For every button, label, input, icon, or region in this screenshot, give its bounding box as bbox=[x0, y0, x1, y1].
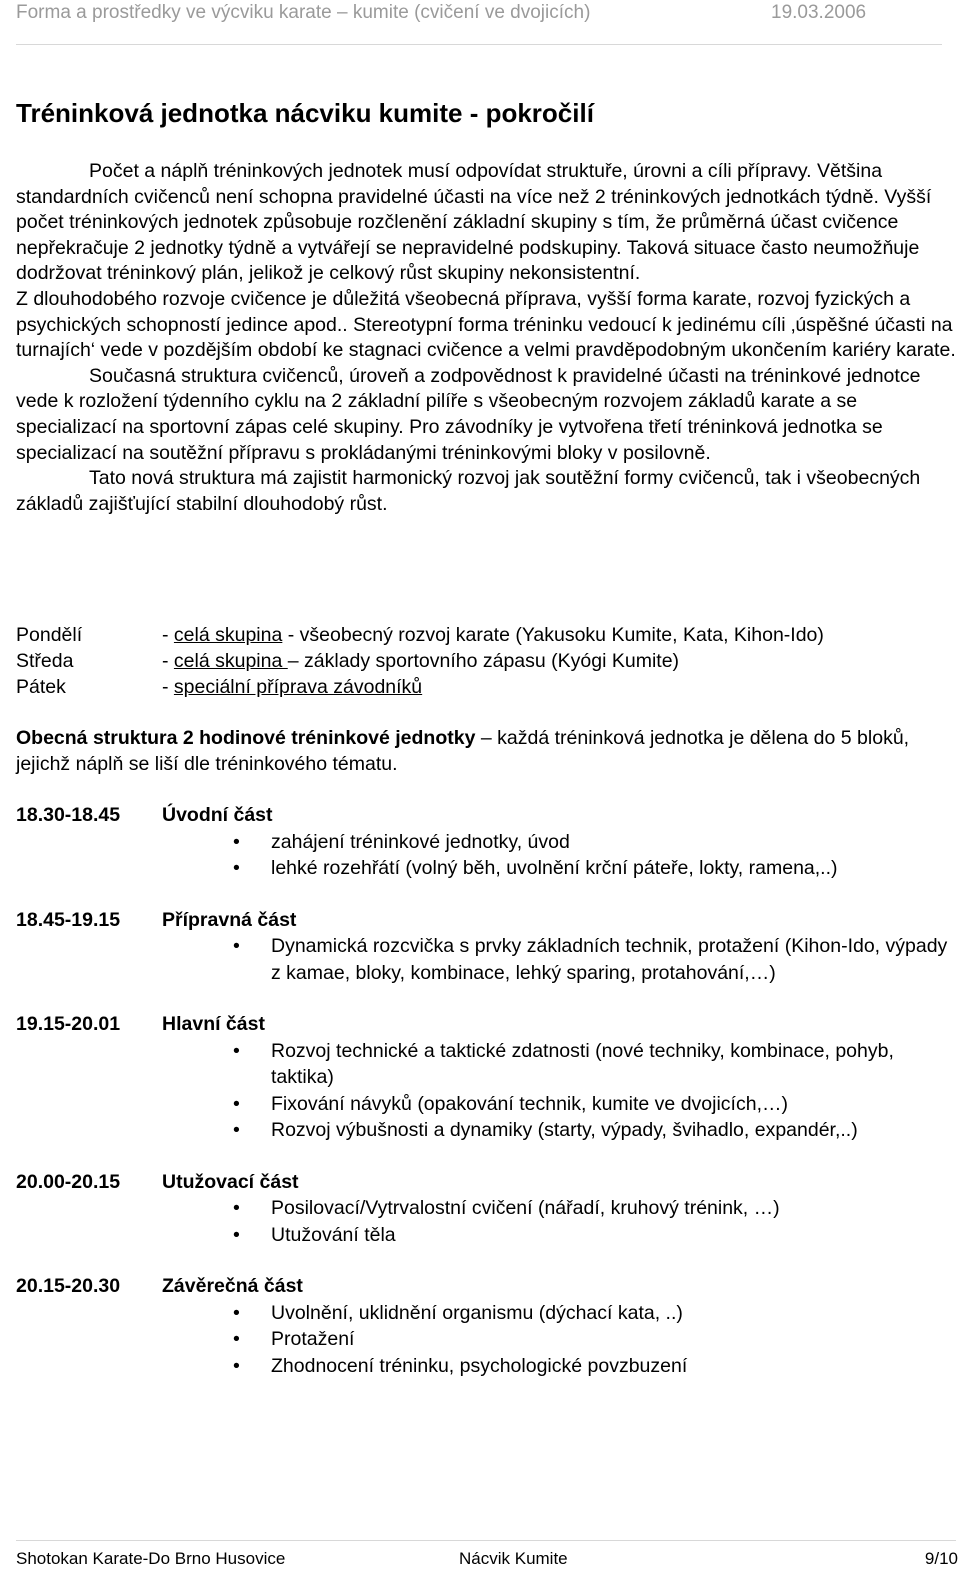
day-name: Pondělí bbox=[16, 624, 83, 646]
bullet-icon: • bbox=[233, 1039, 240, 1062]
block-items bbox=[16, 1011, 956, 1144]
bullet-icon: • bbox=[233, 1301, 240, 1324]
list-item-text: Uvolnění, uklidnění organismu (dýchací kata, ..) bbox=[271, 1301, 683, 1324]
paragraph-2: Z dlouhodobého rozvoje cvičence je důležitá všeobecná příprava, vyšší forma karate, rozvoj fyzických a psychických schopností jedince apod.. Stereotypní forma tréninku vedoucí k jedinému cíli ‚úspěšné účasti na turnajích‘ vede v pozdějším období ke stagnaci cvičence a velmi pravděpodobným ukončením kariéry karate. bbox=[16, 287, 956, 362]
bullet-icon: • bbox=[233, 1354, 240, 1377]
list-item-text: Dynamická rozcvička s prvky základních technik, protažení (Kihon-Ido, výpady z kamae, bloky, kombinace, lehký sparing, protahování,…) bbox=[271, 935, 948, 984]
list-item-text: Utužování těla bbox=[271, 1223, 396, 1246]
day-detail: - všeobecný rozvoj karate (Yakusoku Kumite, Kata, Kihon-Ido) bbox=[282, 624, 824, 646]
block-items bbox=[16, 907, 956, 987]
block-time: 18.30-18.45 bbox=[16, 804, 121, 826]
paragraph-4: Tato nová struktura má zajistit harmonický rozvoj jak soutěžní formy cvičenců, tak i všeobecných základů zajišťující stabilní dlouhodobý růst. bbox=[16, 467, 921, 515]
block-time: 18.45-19.15 bbox=[16, 908, 121, 931]
block-time: 20.15-20.30 bbox=[16, 1275, 121, 1297]
list-item-text: Fixování návyků (opakování technik, kumite ve dvojicích,…) bbox=[271, 1092, 788, 1115]
structure-text: – každá tréninková jednotka je dělena do 5 bloků, jejichž náplň se liší dle tréninkového tématu. bbox=[16, 727, 910, 775]
training-block bbox=[16, 802, 956, 882]
list-item bbox=[233, 1038, 956, 1091]
day-prefix: - bbox=[162, 650, 174, 672]
list-item bbox=[233, 1117, 956, 1144]
list-item-text: Protažení bbox=[271, 1328, 355, 1350]
group-link: celá skupina bbox=[173, 650, 288, 672]
block-name: Přípravná část bbox=[162, 908, 297, 931]
block-name: Utužovací část bbox=[162, 1170, 299, 1193]
structure-paragraph bbox=[16, 725, 946, 777]
block-time: 20.00-20.15 bbox=[16, 1170, 121, 1193]
day-name: Pátek bbox=[16, 676, 66, 698]
training-block bbox=[16, 1011, 956, 1144]
block-time: 19.15-20.01 bbox=[16, 1013, 121, 1035]
day-prefix: - bbox=[162, 676, 174, 698]
day-description bbox=[162, 648, 679, 674]
header-date: 19.03.2006 bbox=[771, 2, 867, 23]
bullet-icon: • bbox=[233, 830, 240, 853]
bullet-icon: • bbox=[233, 1119, 240, 1141]
block-name: Úvodní část bbox=[162, 804, 273, 826]
block-name: Závěrečná část bbox=[162, 1275, 303, 1297]
group-link: celá skupina bbox=[173, 624, 283, 646]
list-item bbox=[233, 1300, 956, 1327]
list-item-text: Posilovací/Vytrvalostní cvičení (nářadí, kruhový trénink, …) bbox=[271, 1197, 780, 1219]
block-items bbox=[16, 1273, 956, 1379]
footer-organization: Shotokan Karate-Do Brno Husovice bbox=[16, 1549, 286, 1568]
day-detail: – základy sportovního zápasu (Kyógi Kumite) bbox=[287, 650, 680, 672]
bullet-icon: • bbox=[233, 1223, 240, 1246]
bullet-icon: • bbox=[233, 1197, 240, 1219]
list-item bbox=[233, 829, 956, 856]
day-prefix: - bbox=[162, 624, 174, 646]
training-block bbox=[16, 1273, 956, 1379]
block-items bbox=[16, 1169, 956, 1249]
training-blocks bbox=[16, 802, 956, 1404]
structure-heading: Obecná struktura 2 hodinové tréninkové jednotky bbox=[16, 727, 476, 749]
list-item bbox=[233, 855, 956, 882]
header-title: Forma a prostředky ve výcviku karate – kumite (cvičení ve dvojicích) bbox=[16, 2, 591, 23]
bullet-icon: • bbox=[233, 857, 240, 879]
body-text bbox=[16, 159, 956, 517]
list-item-text: lehké rozehřátí (volný běh, uvolnění krční páteře, lokty, ramena,..) bbox=[271, 857, 838, 879]
list-item bbox=[233, 1326, 956, 1353]
bullet-icon: • bbox=[233, 1328, 240, 1350]
document-title: Tréninková jednotka nácviku kumite - pokročilí bbox=[16, 98, 594, 128]
training-block bbox=[16, 907, 956, 987]
block-name: Hlavní část bbox=[162, 1013, 265, 1035]
group-link: speciální příprava závodníků bbox=[173, 676, 423, 698]
footer-subject: Nácvik Kumite bbox=[459, 1549, 568, 1568]
day-description bbox=[162, 674, 422, 700]
paragraph-1: Počet a náplň tréninkových jednotek musí odpovídat struktuře, úrovni a cíli přípravy. Většina standardních cvičenců není schopna pravidelné účasti na více než 2 tréninkových jednotkách týdně. Vyšší počet tréninkových jednotek způsobuje rozčlenění základní skupiny s tím, že průměrná účast cvičence nepřekračuje 2 jednotky týdně a vytvářejí se nepravidelné podskupiny. Taková situace často neumožňuje dodržovat tréninkový plán, jelikož je celkový růst skupiny nekonsistentní. bbox=[16, 160, 932, 285]
bullet-icon: • bbox=[233, 935, 240, 957]
day-name: Středa bbox=[16, 650, 74, 672]
page-header bbox=[16, 0, 942, 45]
list-item bbox=[233, 1353, 956, 1380]
list-item-text: Rozvoj výbušnosti a dynamiky (starty, výpady, švihadlo, expandér,..) bbox=[271, 1119, 858, 1141]
day-description bbox=[162, 622, 824, 648]
block-items bbox=[16, 802, 956, 882]
training-block bbox=[16, 1169, 956, 1249]
page-number: 9/10 bbox=[924, 1549, 958, 1568]
page-footer bbox=[16, 1540, 956, 1574]
list-item bbox=[233, 1091, 956, 1118]
paragraph-3: Současná struktura cvičenců, úroveň a zodpovědnost k pravidelné účasti na tréninkové jednotce vede k rozložení týdenního cyklu na 2 základní pilíře s všeobecným rozvojem základů karate a se specializací na sportovní zápas celé skupiny. Pro závodníky je vytvořena třetí tréninková jednotka se specializací na soutěžní přípravu s prokládanými tréninkovými bloky v posilovně. bbox=[16, 364, 921, 464]
list-item bbox=[233, 933, 956, 986]
list-item-text: Rozvoj technické a taktické zdatnosti (nové techniky, kombinace, pohyb, taktika) bbox=[271, 1039, 894, 1088]
list-item bbox=[233, 1222, 956, 1249]
bullet-icon: • bbox=[233, 1092, 240, 1115]
list-item-text: Zhodnocení tréninku, psychologické povzbuzení bbox=[271, 1354, 688, 1377]
list-item bbox=[233, 1195, 956, 1222]
list-item-text: zahájení tréninkové jednotky, úvod bbox=[271, 830, 570, 853]
